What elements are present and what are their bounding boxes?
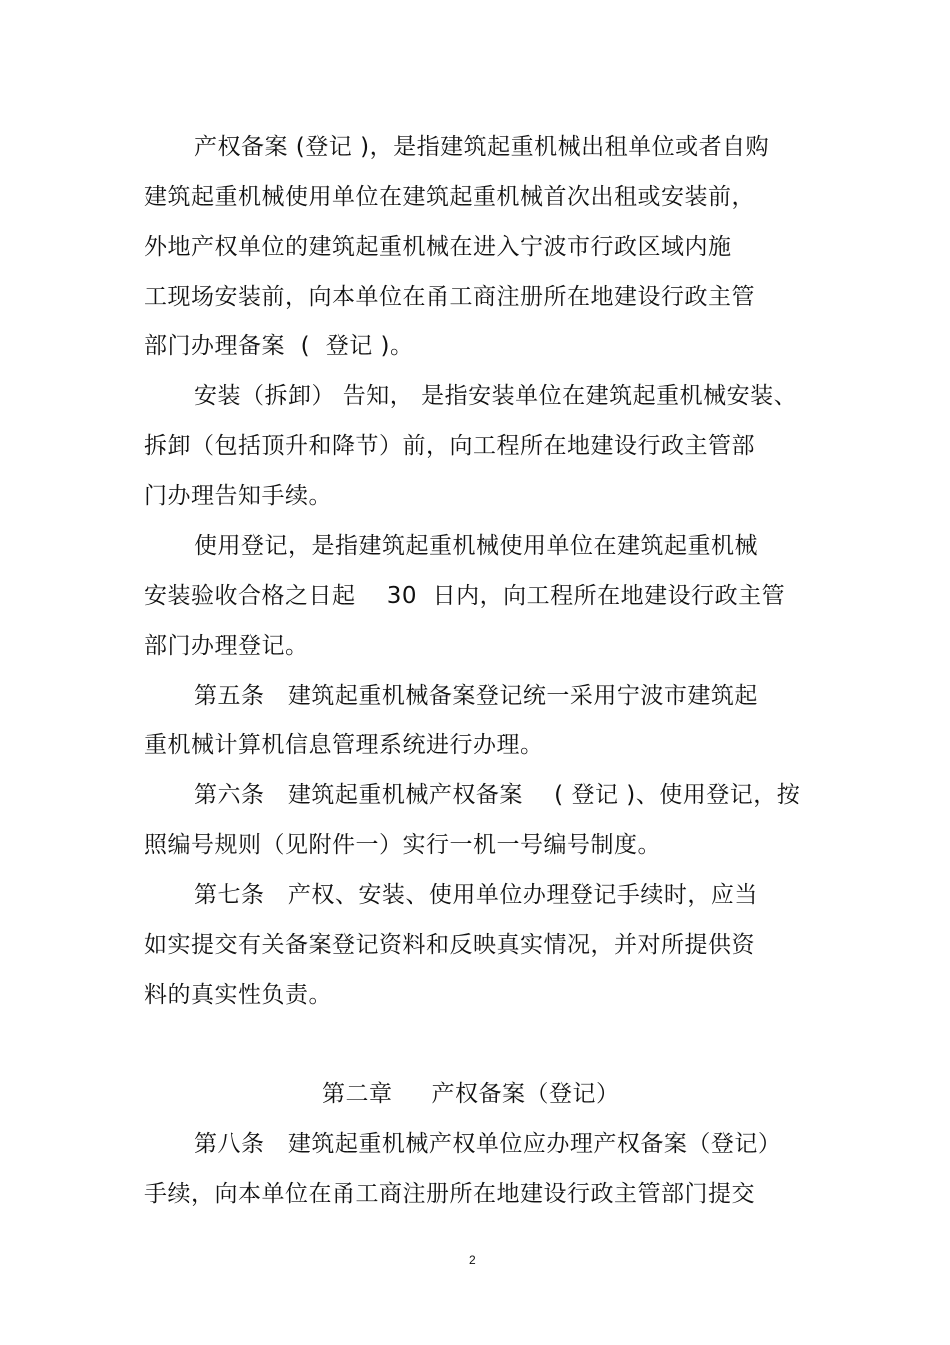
text-line-4: 工现场安装前，向本单位在甬工商注册所在地建设行政主管 bbox=[144, 284, 755, 310]
text-line-6: 安装（拆卸） 告知， 是指安装单位在建筑起重机械安装、 bbox=[194, 383, 798, 409]
text-line-5: 部门办理备案 ( 登记 )。 bbox=[144, 333, 414, 359]
text-line-14: 第六条 建筑起重机械产权备案 ( 登记 )、使用登记，按 bbox=[194, 782, 801, 808]
text-line-3: 外地产权单位的建筑起重机械在进入宁波市行政区域内施 bbox=[144, 234, 732, 260]
text-line-8: 门办理告知手续。 bbox=[144, 483, 332, 509]
text-line-10: 安装验收合格之日起 30 日内，向工程所在地建设行政主管 bbox=[144, 583, 786, 609]
text-line-16: 第七条 产权、安装、使用单位办理登记手续时，应当 bbox=[194, 882, 758, 908]
text-line-11: 部门办理登记。 bbox=[144, 633, 309, 659]
text-line-7: 拆卸（包括顶升和降节）前，向工程所在地建设行政主管部 bbox=[144, 433, 755, 459]
text-line-9: 使用登记，是指建筑起重机械使用单位在建筑起重机械 bbox=[194, 533, 758, 559]
text-line-12: 第五条 建筑起重机械备案登记统一采用宁波市建筑起 bbox=[194, 683, 758, 709]
page-number: 2 bbox=[469, 1253, 476, 1267]
text-line-13: 重机械计算机信息管理系统进行办理。 bbox=[144, 732, 544, 758]
text-line-15: 照编号规则（见附件一）实行一机一号编号制度。 bbox=[144, 832, 661, 858]
chapter-heading: 第二章 产权备案（登记） bbox=[322, 1081, 620, 1107]
text-line-18: 料的真实性负责。 bbox=[144, 982, 332, 1008]
text-line-20: 第八条 建筑起重机械产权单位应办理产权备案（登记） bbox=[194, 1131, 782, 1157]
text-line-17: 如实提交有关备案登记资料和反映真实情况，并对所提供资 bbox=[144, 932, 755, 958]
text-line-21: 手续，向本单位在甬工商注册所在地建设行政主管部门提交 bbox=[144, 1181, 755, 1207]
text-line-1: 产权备案 (登记 )，是指建筑起重机械出租单位或者自购 bbox=[194, 134, 770, 160]
text-line-2: 建筑起重机械使用单位在建筑起重机械首次出租或安装前， bbox=[144, 184, 755, 210]
